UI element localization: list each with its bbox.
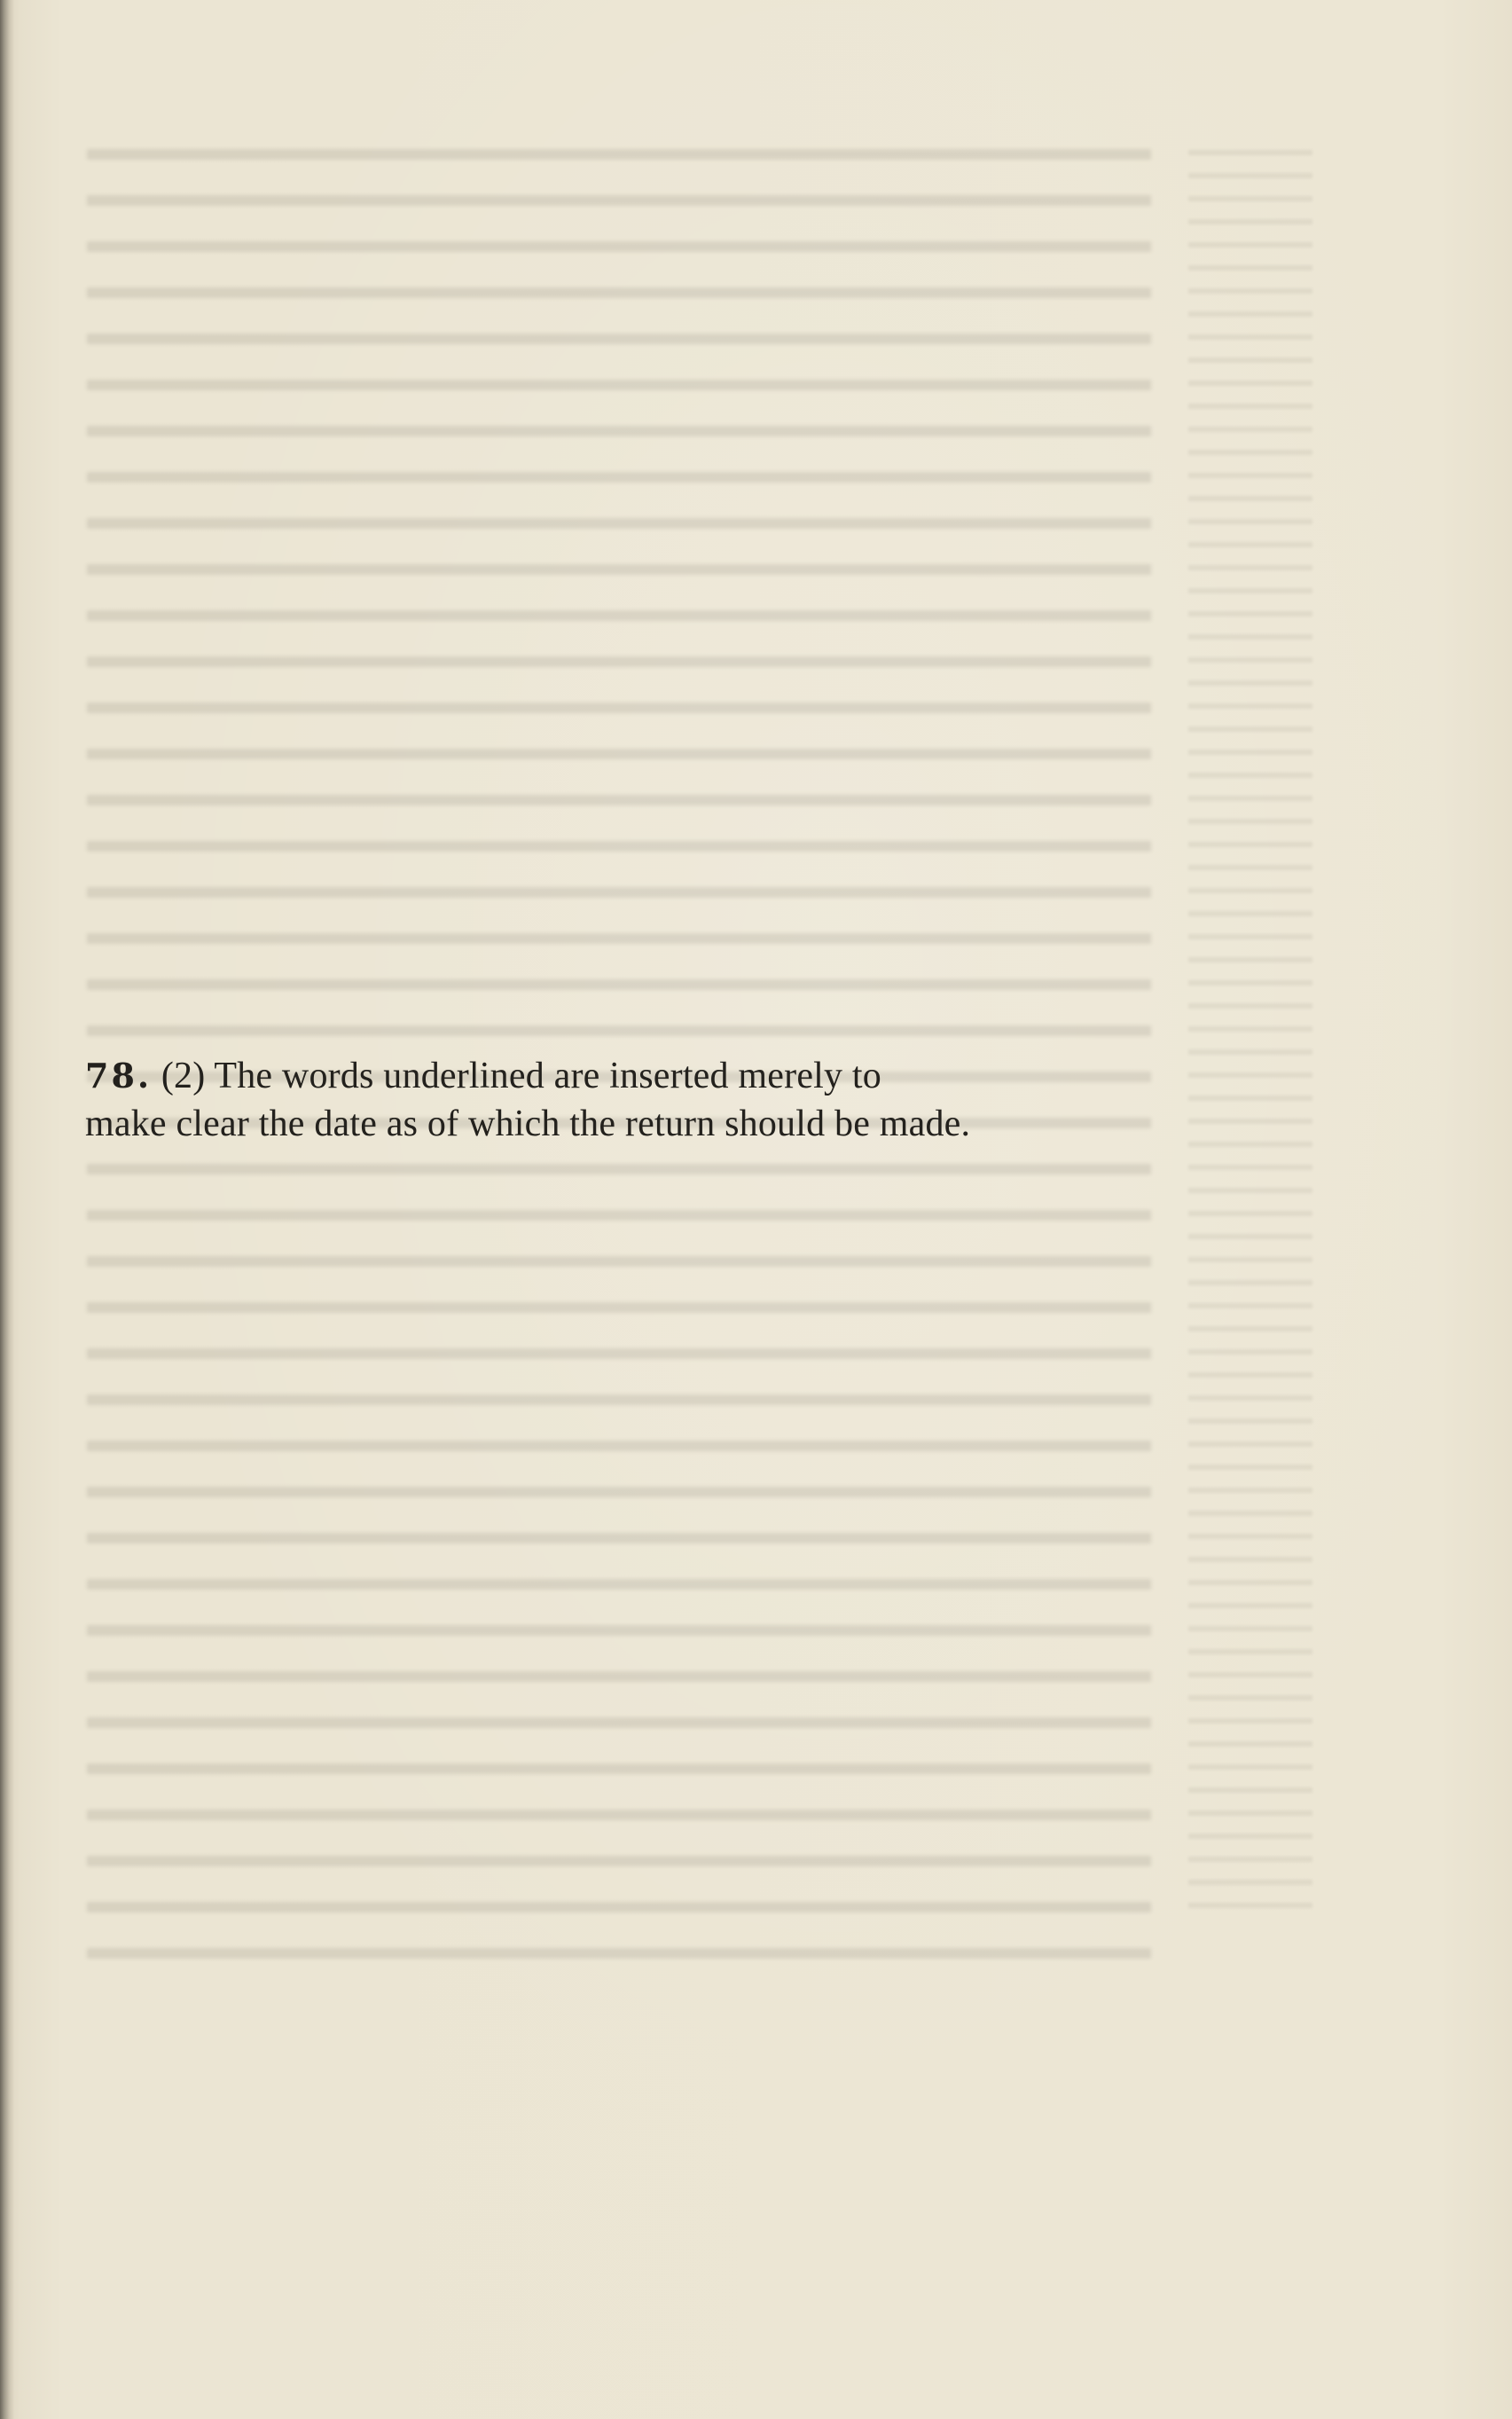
annotation-note	[85, 1052, 1185, 1148]
note-line-1	[85, 1052, 1185, 1100]
note-line-2: make clear the date as of which the return should be made.	[85, 1103, 971, 1144]
binding-edge	[0, 0, 14, 2419]
show-through-margin-notes	[1188, 142, 1312, 1916]
section-number: 78.	[85, 1056, 153, 1096]
note-line-1-text: (2) The words underlined are inserted merely to	[152, 1056, 882, 1096]
show-through-text	[87, 133, 1151, 1960]
